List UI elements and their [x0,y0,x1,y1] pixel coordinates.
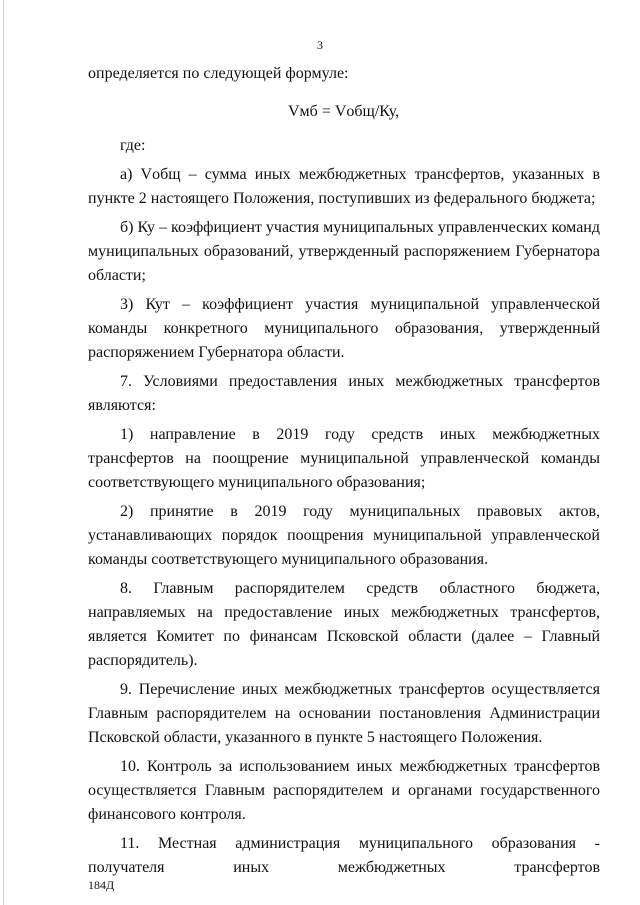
paragraph-8: 8. Главным распорядителем средств областного бюджета, направляемых на предоставление иных межбюджетных трансфертов, является Комитет по финансам Псковской области (далее – Главный распорядитель). [88,580,600,669]
paragraph-7-item-1: 1) направление в 2019 году средств иных межбюджетных трансфертов на поощрение муниципальной управленческой команды соответствующего муниципального образования; [88,426,600,491]
paragraph-10: 10. Контроль за использованием иных межбюджетных трансфертов осуществляется Главным распорядителем и органами государственного финансового контроля. [88,758,600,823]
document-body [88,62,600,880]
footer-code: 184Д [88,878,115,892]
page-number: 3 [317,38,323,52]
definition-b: б) Ку – коэффициент участия муниципальных управленческих команд муниципальных образований, утвержденный распоряжением Губернатора области; [88,219,600,284]
page-edge [3,0,4,905]
paragraph-11: 11. Местная администрация муниципального образования - получателя иных межбюджетных трансфертов [88,835,600,876]
paragraph-7: 7. Условиями предоставления иных межбюджетных трансфертов являются: [88,373,600,414]
definition-a: а) Vобщ – сумма иных межбюджетных трансфертов, указанных в пункте 2 настоящего Положения, поступивших из федерального бюджета; [88,166,600,207]
formula: Vмб = Vобщ/Ку, [288,103,400,120]
where-label: где: [120,137,146,154]
definition-c: 3) Кут – коэффициент участия муниципальной управленческой команды конкретного муниципального образования, утвержденный распоряжением Губернатора области. [88,296,600,361]
paragraph-9: 9. Перечисление иных межбюджетных трансфертов осуществляется Главным распорядителем на основании постановления Администрации Псковской области, указанного в пункте 5 настоящего Положения. [88,681,600,746]
paragraph-7-item-2: 2) принятие в 2019 году муниципальных правовых актов, устанавливающих порядок поощрения муниципальной управленческой команды соответствующего муниципального образования. [88,503,600,568]
intro-line: определяется по следующей формуле: [88,65,349,82]
